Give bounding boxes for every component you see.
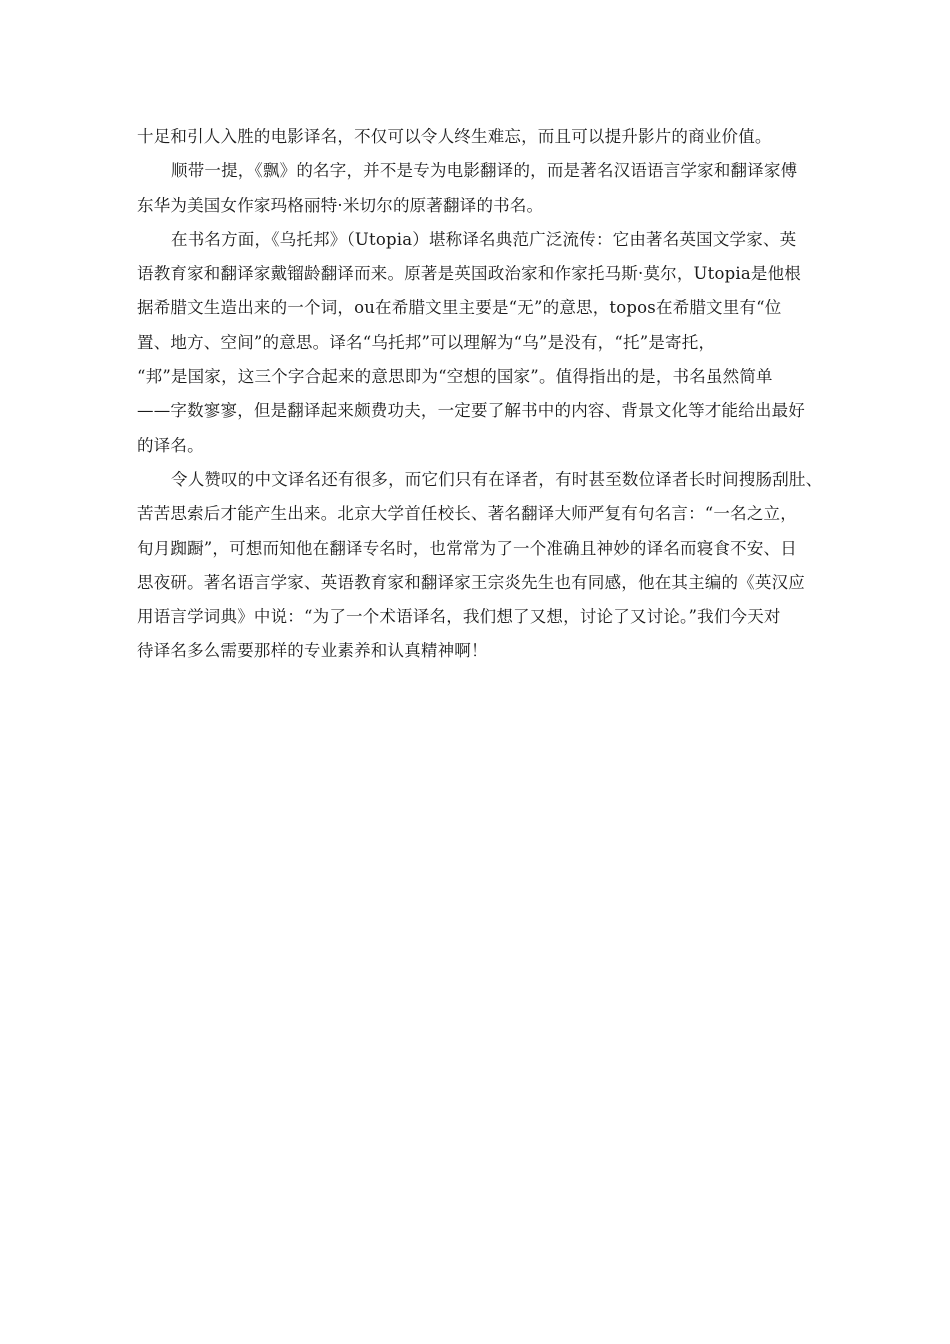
text-line: “邦”是国家，这三个字合起来的意思即为“空想的国家”。值得指出的是，书名虽然简单 xyxy=(137,367,773,387)
text-line: 思夜研。著名语言学家、英语教育家和翻译家王宗炎先生也有同感，他在其主编的《英汉应 xyxy=(137,572,805,592)
text-line: 十足和引人入胜的电影译名，不仅可以令人终生难忘，而且可以提升影片的商业价值。 xyxy=(137,127,772,146)
text-line: 顺带一提，《飘》的名字，并不是专为电影翻译的，而是著名汉语语言学家和翻译家傅 xyxy=(171,161,798,181)
text-line: 据希腊文生造出来的一个词，ou在希腊文里主要是“无”的意思，topos在希腊文里有“位 xyxy=(137,298,782,318)
text-line: 的译名。 xyxy=(137,435,204,455)
text-line: 令人赞叹的中文译名还有很多，而它们只有在译者，有时甚至数位译者长时间搜肠刮肚、 xyxy=(171,469,823,489)
text-line: 用语言学词典》中说：“为了一个术语译名，我们想了又想，讨论了又讨论。”我们今天对 xyxy=(137,607,781,627)
text-line: 在书名方面，《乌托邦》（Utopia）堪称译名典范广泛流传：它由著名英国文学家、英 xyxy=(171,229,797,249)
text-line: 旬月踟蹰”，可想而知他在翻译专名时，也常常为了一个准确且神妙的译名而寝食不安、日 xyxy=(137,538,797,558)
text-line: 置、地方、空间”的意思。译名“乌托邦”可以理解为“乌”是没有，“托”是寄托， xyxy=(137,332,716,352)
text-line: ——字数寥寥，但是翻译起来颇费功夫，一定要了解书中的内容、背景文化等才能给出最好 xyxy=(137,401,805,421)
body-text xyxy=(137,120,827,669)
text-line: 待译名多么需要那样的专业素养和认真精神啊！ xyxy=(137,641,488,661)
text-line: 语教育家和翻译家戴镏龄翻译而来。原著是英国政治家和作家托马斯·莫尔，Utopia是他根 xyxy=(137,264,801,284)
text-line: 苦苦思索后才能产生出来。北京大学首任校长、著名翻译大师严复有句名言：“一名之立， xyxy=(137,504,797,524)
text-line: 东华为美国女作家玛格丽特·米切尔的原著翻译的书名。 xyxy=(137,195,544,215)
